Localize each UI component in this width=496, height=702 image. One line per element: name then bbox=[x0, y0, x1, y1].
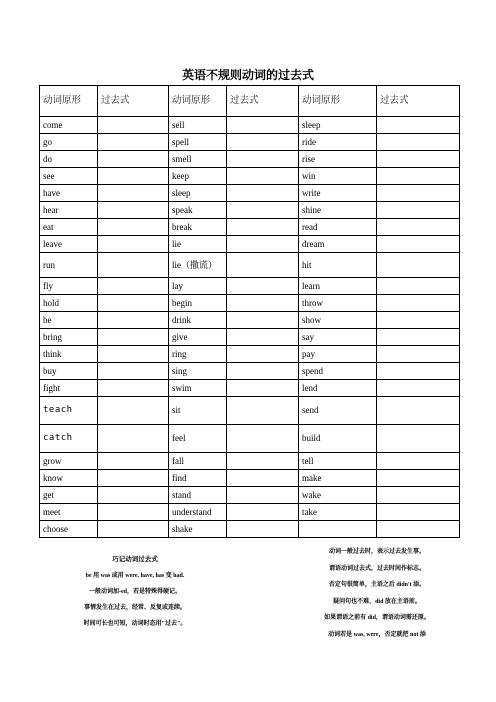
mnemonic-notes-left bbox=[60, 552, 210, 632]
note-line: 否定句很简单，主语之后 didn't 添。 bbox=[328, 582, 426, 588]
base-verb-cell: spell bbox=[169, 134, 227, 151]
base-verb-cell: go bbox=[40, 134, 98, 151]
past-tense-cell bbox=[377, 151, 460, 168]
base-verb-cell: write bbox=[299, 185, 377, 202]
past-tense-cell bbox=[98, 521, 169, 538]
past-tense-cell bbox=[377, 487, 460, 504]
base-verb-cell: meet bbox=[40, 504, 98, 521]
base-verb-cell: sleep bbox=[299, 117, 377, 134]
past-tense-cell bbox=[98, 470, 169, 487]
table-row bbox=[40, 329, 460, 346]
base-verb-cell: think bbox=[40, 346, 98, 363]
table-row bbox=[40, 134, 460, 151]
past-tense-cell bbox=[377, 295, 460, 312]
table-header-row bbox=[40, 86, 460, 117]
past-tense-cell bbox=[377, 346, 460, 363]
base-verb-cell: leave bbox=[40, 236, 98, 253]
column-header: 动词原形 bbox=[299, 86, 377, 117]
base-verb-cell: feel bbox=[169, 425, 227, 453]
past-tense-cell bbox=[227, 380, 299, 397]
table-row bbox=[40, 253, 460, 278]
past-tense-cell bbox=[98, 236, 169, 253]
base-verb-cell: shake bbox=[169, 521, 227, 538]
base-verb-cell: lie bbox=[169, 236, 227, 253]
past-tense-cell bbox=[98, 278, 169, 295]
base-verb-cell: run bbox=[40, 253, 98, 278]
base-verb-cell: speak bbox=[169, 202, 227, 219]
past-tense-cell bbox=[227, 521, 299, 538]
base-verb-cell: break bbox=[169, 219, 227, 236]
past-tense-cell bbox=[227, 425, 299, 453]
past-tense-cell bbox=[377, 202, 460, 219]
past-tense-cell bbox=[227, 253, 299, 278]
past-tense-cell bbox=[98, 397, 169, 425]
base-verb-cell: lay bbox=[169, 278, 227, 295]
base-verb-cell: see bbox=[40, 168, 98, 185]
table-row bbox=[40, 380, 460, 397]
page-title: 英语不规则动词的过去式 bbox=[181, 68, 314, 82]
note-line: 谓语动词过去式，过去时间作标志。 bbox=[328, 565, 425, 572]
column-header: 过去式 bbox=[98, 86, 169, 117]
base-verb-cell: fall bbox=[169, 453, 227, 470]
past-tense-cell bbox=[227, 363, 299, 380]
base-verb-cell: buy bbox=[40, 363, 98, 380]
base-verb-cell: sleep bbox=[169, 185, 227, 202]
past-tense-cell bbox=[227, 346, 299, 363]
past-tense-cell bbox=[98, 504, 169, 521]
base-verb-cell: pay bbox=[299, 346, 377, 363]
past-tense-cell bbox=[227, 397, 299, 425]
base-verb-cell: do bbox=[40, 151, 98, 168]
past-tense-cell bbox=[377, 329, 460, 346]
note-line: 事情发生在过去，经常、反复或连续。 bbox=[83, 605, 186, 611]
past-tense-cell bbox=[98, 134, 169, 151]
table-row bbox=[40, 312, 460, 329]
table-row bbox=[40, 168, 460, 185]
past-tense-cell bbox=[98, 312, 169, 329]
column-header: 过去式 bbox=[227, 86, 299, 117]
base-verb-cell: stand bbox=[169, 487, 227, 504]
base-verb-cell: teach bbox=[40, 397, 98, 425]
past-tense-cell bbox=[98, 219, 169, 236]
past-tense-cell bbox=[227, 219, 299, 236]
base-verb-cell: make bbox=[299, 470, 377, 487]
column-header: 过去式 bbox=[377, 86, 460, 117]
base-verb-cell: tell bbox=[299, 453, 377, 470]
note-line: 疑问句也不难，did 放在主语前。 bbox=[333, 598, 421, 605]
base-verb-cell: eat bbox=[40, 219, 98, 236]
base-verb-cell: sit bbox=[169, 397, 227, 425]
table-row bbox=[40, 295, 460, 312]
note-line: 动词一般过去时，表示过去发生事。 bbox=[328, 549, 425, 555]
table-row bbox=[40, 504, 460, 521]
base-verb-cell: read bbox=[299, 219, 377, 236]
table-row bbox=[40, 236, 460, 253]
past-tense-cell bbox=[98, 185, 169, 202]
base-verb-cell: spend bbox=[299, 363, 377, 380]
past-tense-cell bbox=[227, 134, 299, 151]
past-tense-cell bbox=[227, 168, 299, 185]
base-verb-cell: dream bbox=[299, 236, 377, 253]
past-tense-cell bbox=[377, 253, 460, 278]
past-tense-cell bbox=[98, 151, 169, 168]
note-line: 巧记动词过去式 bbox=[112, 556, 158, 563]
base-verb-cell: swim bbox=[169, 380, 227, 397]
past-tense-cell bbox=[377, 278, 460, 295]
past-tense-cell bbox=[377, 425, 460, 453]
column-header: 动词原形 bbox=[40, 86, 98, 117]
table-row bbox=[40, 346, 460, 363]
base-verb-cell: shine bbox=[299, 202, 377, 219]
past-tense-cell bbox=[227, 151, 299, 168]
base-verb-cell: hold bbox=[40, 295, 98, 312]
table-row bbox=[40, 453, 460, 470]
base-verb-cell: fly bbox=[40, 278, 98, 295]
past-tense-cell bbox=[227, 312, 299, 329]
table-row bbox=[40, 219, 460, 236]
base-verb-cell: hit bbox=[299, 253, 377, 278]
past-tense-cell bbox=[227, 329, 299, 346]
past-tense-cell bbox=[227, 202, 299, 219]
past-tense-cell bbox=[227, 236, 299, 253]
base-verb-cell: show bbox=[299, 312, 377, 329]
base-verb-cell: bring bbox=[40, 329, 98, 346]
past-tense-cell bbox=[377, 134, 460, 151]
table-row bbox=[40, 487, 460, 504]
past-tense-cell bbox=[377, 380, 460, 397]
irregular-verbs-table bbox=[39, 85, 460, 538]
note-line: 如果谓语之前有 did，谓语动词需还原。 bbox=[324, 615, 430, 621]
base-verb-cell: come bbox=[40, 117, 98, 134]
base-verb-cell: sell bbox=[169, 117, 227, 134]
table-row bbox=[40, 185, 460, 202]
past-tense-cell bbox=[377, 117, 460, 134]
base-verb-cell: grow bbox=[40, 453, 98, 470]
past-tense-cell bbox=[98, 329, 169, 346]
base-verb-cell: sing bbox=[169, 363, 227, 380]
table-row bbox=[40, 202, 460, 219]
base-verb-cell: get bbox=[40, 487, 98, 504]
base-verb-cell: begin bbox=[169, 295, 227, 312]
past-tense-cell bbox=[227, 453, 299, 470]
base-verb-cell: learn bbox=[299, 278, 377, 295]
column-header: 动词原形 bbox=[169, 86, 227, 117]
past-tense-cell bbox=[377, 168, 460, 185]
past-tense-cell bbox=[227, 470, 299, 487]
table-row bbox=[40, 117, 460, 134]
base-verb-cell: lie（撒谎） bbox=[169, 253, 227, 278]
base-verb-cell: have bbox=[40, 185, 98, 202]
base-verb-cell: give bbox=[169, 329, 227, 346]
base-verb-cell: say bbox=[299, 329, 377, 346]
past-tense-cell bbox=[98, 453, 169, 470]
past-tense-cell bbox=[98, 253, 169, 278]
past-tense-cell bbox=[98, 487, 169, 504]
base-verb-cell: ring bbox=[169, 346, 227, 363]
base-verb-cell: find bbox=[169, 470, 227, 487]
past-tense-cell bbox=[227, 117, 299, 134]
past-tense-cell bbox=[227, 185, 299, 202]
note-line: 动词若是 was, were，否定就把 not 添 bbox=[328, 631, 426, 638]
base-verb-cell: ride bbox=[299, 134, 377, 151]
past-tense-cell bbox=[377, 453, 460, 470]
past-tense-cell bbox=[377, 521, 460, 538]
base-verb-cell: rise bbox=[299, 151, 377, 168]
past-tense-cell bbox=[377, 470, 460, 487]
base-verb-cell: understand bbox=[169, 504, 227, 521]
base-verb-cell: catch bbox=[40, 425, 98, 453]
base-verb-cell: throw bbox=[299, 295, 377, 312]
table-row bbox=[40, 397, 460, 425]
past-tense-cell bbox=[98, 168, 169, 185]
past-tense-cell bbox=[377, 312, 460, 329]
base-verb-cell: hear bbox=[40, 202, 98, 219]
past-tense-cell bbox=[98, 380, 169, 397]
past-tense-cell bbox=[227, 504, 299, 521]
past-tense-cell bbox=[377, 397, 460, 425]
note-line: be 用 was 或用 were, have, has 变 had. bbox=[85, 573, 185, 579]
base-verb-cell: keep bbox=[169, 168, 227, 185]
table-row bbox=[40, 363, 460, 380]
past-tense-cell bbox=[98, 295, 169, 312]
base-verb-cell: know bbox=[40, 470, 98, 487]
past-tense-cell bbox=[377, 363, 460, 380]
table-row bbox=[40, 151, 460, 168]
past-tense-cell bbox=[377, 236, 460, 253]
past-tense-cell bbox=[377, 504, 460, 521]
base-verb-cell: smell bbox=[169, 151, 227, 168]
base-verb-cell: wake bbox=[299, 487, 377, 504]
table-row bbox=[40, 521, 460, 538]
base-verb-cell: lend bbox=[299, 380, 377, 397]
base-verb-cell: win bbox=[299, 168, 377, 185]
base-verb-cell: choose bbox=[40, 521, 98, 538]
base-verb-cell: drink bbox=[169, 312, 227, 329]
past-tense-cell bbox=[98, 346, 169, 363]
past-tense-cell bbox=[98, 363, 169, 380]
past-tense-cell bbox=[227, 278, 299, 295]
base-verb-cell: fight bbox=[40, 380, 98, 397]
base-verb-cell: take bbox=[299, 504, 377, 521]
table-row bbox=[40, 470, 460, 487]
past-tense-cell bbox=[377, 185, 460, 202]
table-row bbox=[40, 425, 460, 453]
base-verb-cell bbox=[299, 521, 377, 538]
past-tense-cell bbox=[98, 425, 169, 453]
past-tense-cell bbox=[377, 219, 460, 236]
base-verb-cell: send bbox=[299, 397, 377, 425]
note-line: 一般动词加-ed，若是特殊得硬记。 bbox=[89, 589, 181, 595]
table-row bbox=[40, 278, 460, 295]
mnemonic-notes-right bbox=[292, 544, 462, 643]
past-tense-cell bbox=[98, 117, 169, 134]
note-line: 时间可长也可短，动词时态用"过去"。 bbox=[83, 621, 187, 627]
base-verb-cell: be bbox=[40, 312, 98, 329]
past-tense-cell bbox=[98, 202, 169, 219]
past-tense-cell bbox=[227, 295, 299, 312]
base-verb-cell: build bbox=[299, 425, 377, 453]
past-tense-cell bbox=[227, 487, 299, 504]
